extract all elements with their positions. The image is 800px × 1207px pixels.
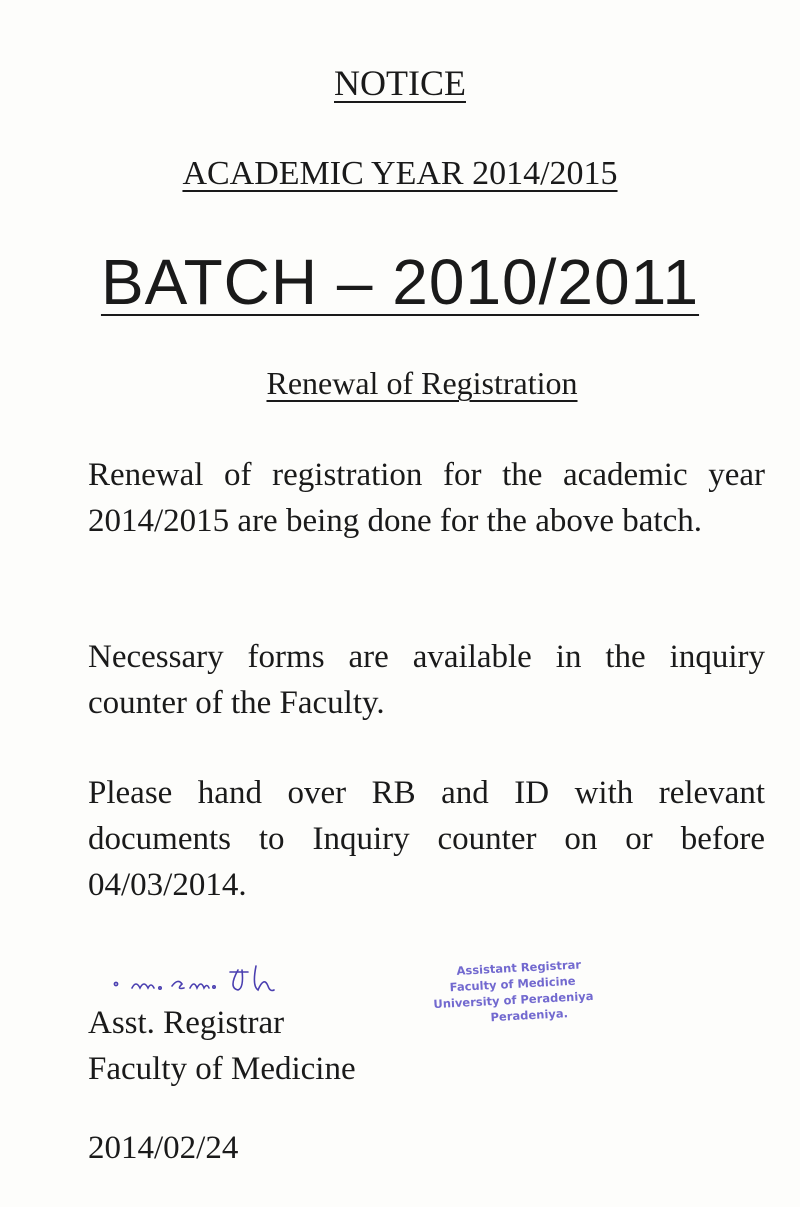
signatory-department: Faculty of Medicine: [88, 1051, 356, 1087]
notice-heading: NOTICE: [334, 63, 466, 103]
official-stamp: Assistant Registrar Faculty of Medicine University of Peradeniya Peradeniya.: [433, 957, 594, 1025]
signatory-title: Asst. Registrar: [88, 1005, 285, 1041]
paragraph-renewal: Renewal of registration for the academic year 2014/2015 are being done for the above batch.: [88, 457, 765, 539]
paragraph-forms: Necessary forms are available in the inquiry counter of the Faculty.: [88, 639, 765, 721]
paragraph-documents: Please hand over RB and ID with relevant documents to Inquiry counter on or before 04/03/2014.: [88, 775, 765, 903]
notice-date: 2014/02/24: [88, 1130, 239, 1166]
academic-year-heading: ACADEMIC YEAR 2014/2015: [182, 155, 618, 192]
handwritten-signature: [110, 958, 330, 998]
signatory-block: [88, 1000, 356, 1092]
batch-heading: BATCH – 2010/2011: [100, 246, 700, 318]
subject-heading: Renewal of Registration: [266, 365, 578, 401]
